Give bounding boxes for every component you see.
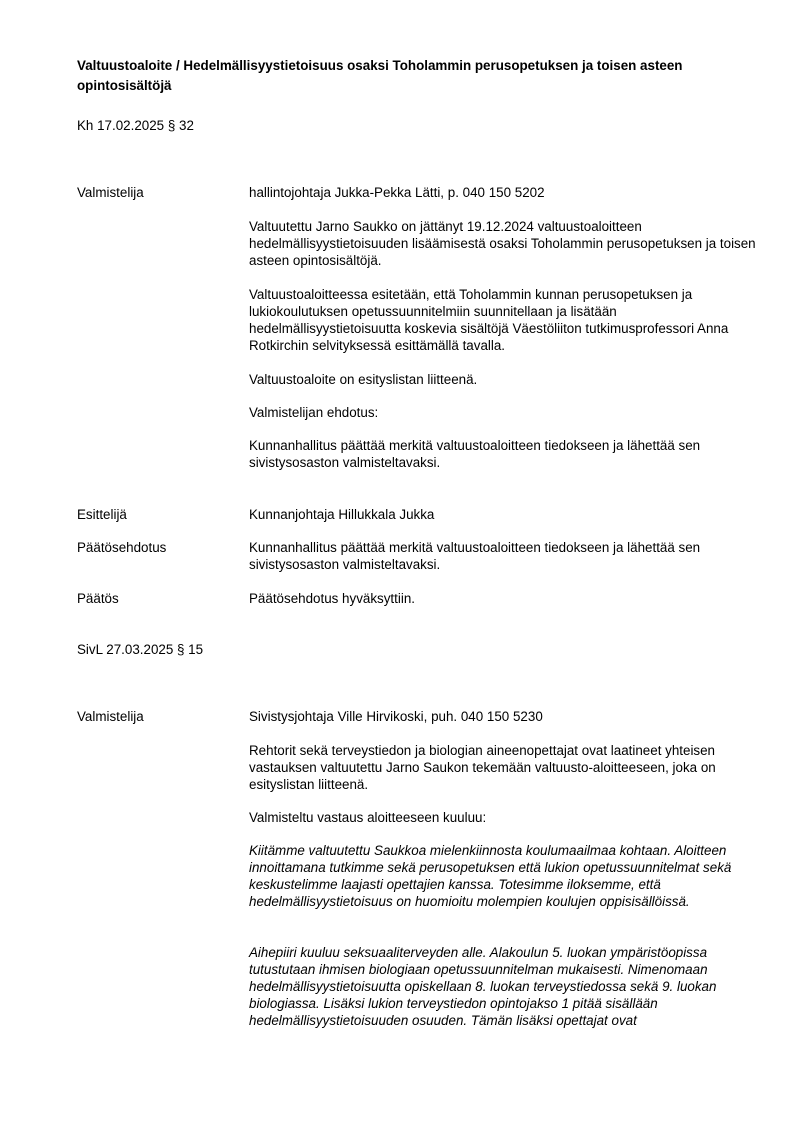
section1-paatos-value: Päätösehdotus hyväksyttiin. bbox=[249, 591, 415, 606]
section2-valmistelija-value: Sivistysjohtaja Ville Hirvikoski, puh. 040 150 5230 bbox=[249, 709, 543, 724]
section2-reference: SivL 27.03.2025 § 15 bbox=[77, 642, 204, 657]
section2-paragraph-2: Valmisteltu vastaus aloitteeseen kuuluu: bbox=[249, 810, 487, 825]
section1-paragraph-3: Valtuustoaloite on esityslistan liitteenä. bbox=[249, 372, 478, 387]
section2-paragraph-1: Rehtorit sekä terveystiedon ja biologian aineenopettajat ovat laatineet yhteisen vastauksen valtuutettu Jarno Saukon tekemään valtuusto-aloitteeseen, joka on esityslistan liitteenä. bbox=[249, 743, 716, 792]
section1-esittelija-label: Esittelijä bbox=[77, 507, 127, 522]
section1-valmistelija-value: hallintojohtaja Jukka-Pekka Lätti, p. 040 150 5202 bbox=[249, 185, 545, 200]
section2-valmistelija-label: Valmistelija bbox=[77, 709, 144, 724]
section1-paatosehdotus-value: Kunnanhallitus päättää merkitä valtuustoaloitteen tiedokseen ja lähettää sen sivistysosaston valmisteltavaksi. bbox=[249, 540, 701, 572]
section1-reference: Kh 17.02.2025 § 32 bbox=[77, 118, 194, 133]
section1-paragraph-2: Valtuustoaloitteessa esitetään, että Toholammin kunnan perusopetuksen ja lukiokoulutuksen opetussuunnitelmiin suunnitellaan ja lisätään hedelmällisyystietoisuutta koskevia sisältöjä Väestöliiton tutkimusprofessori Anna Rotkirchin selvityksessä esittämällä tavalla. bbox=[249, 287, 729, 353]
section1-paragraph-1: Valtuutettu Jarno Saukko on jättänyt 19.12.2024 valtuustoaloitteen hedelmällisyystietoisuuden lisäämisestä osaksi Toholammin perusopetuksen ja toisen asteen opintosisältöjä. bbox=[249, 219, 756, 268]
document-title: Valtuustoaloite / Hedelmällisyystietoisuus osaksi Toholammin perusopetuksen ja toisen asteen opintosisältöjä bbox=[77, 58, 683, 93]
section2-quote-1: Kiitämme valtuutettu Saukkoa mielenkiinnosta koulumaailmaa kohtaan. Aloitteen innoittamana tutkimme sekä perusopetuksen että lukion opetussuunnitelmat sekä keskustelimme laajasti opettajien kanssa. Totesimme iloksemme, että hedelmällisyystietoisuus on huomioitu molempien koulujen oppisisällöissä. bbox=[249, 843, 732, 909]
section1-valmistelija-label: Valmistelija bbox=[77, 185, 144, 200]
section2-quote-2: Aihepiiri kuuluu seksuaaliterveyden alle. Alakoulun 5. luokan ympäristöopissa tutustutaan ihmisen biologiaan opetussuunnitelman mukaisesti. Nimenomaan hedelmällisyystietoisuutta opiskellaan 8. luokan terveystiedossa sekä 9. luokan biologiassa. Lisäksi lukion terveystiedon opintojakso 1 pitää sisällään hedelmällisyystietoisuuden osuuden. Tämän lisäksi opettajat ovat bbox=[249, 945, 717, 1028]
section1-paragraph-4: Valmistelijan ehdotus: bbox=[249, 405, 379, 420]
section1-paatosehdotus-label: Päätösehdotus bbox=[77, 540, 167, 555]
section1-paragraph-5: Kunnanhallitus päättää merkitä valtuustoaloitteen tiedokseen ja lähettää sen sivistysosaston valmisteltavaksi. bbox=[249, 438, 701, 470]
section1-paatos-label: Päätös bbox=[77, 591, 119, 606]
section1-esittelija-value: Kunnanjohtaja Hillukkala Jukka bbox=[249, 507, 435, 522]
